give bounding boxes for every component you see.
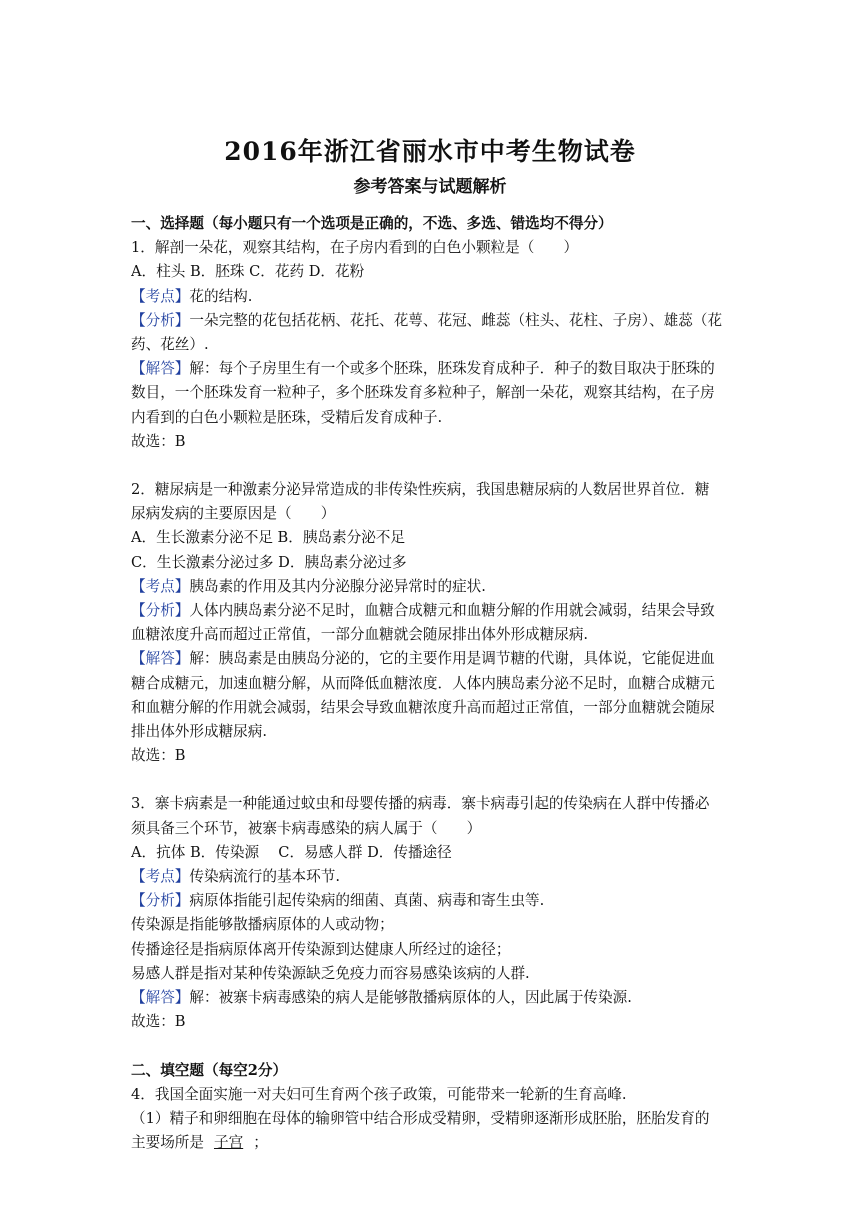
q1-fenxi [131,309,731,333]
q4-stem: 4．我国全面实施一对夫妇可生育两个孩子政策，可能带来一轮新的生育高峰. [131,1085,627,1103]
spacer [131,1035,731,1059]
q2-kaodian [131,575,731,599]
q1-jieda-text-2: 数目，一个胚珠发育一粒种子，多个胚珠发育多粒种子，解剖一朵花，观察其结构，在子房 [131,384,715,402]
q1-jieda-text-3: 内看到的白色小颗粒是胚珠，受精后发育成种子. [131,408,443,426]
document-body [131,212,731,1155]
q3-kaodian [131,865,731,889]
q3-fenxi-text-4: 易感人群是指对某种传染源缺乏免疫力而容易感染该病的人群. [131,964,530,982]
q2-stem-2: 尿病发病的主要原因是（ ） [131,505,336,523]
fenxi-tag: 【分析】 [131,602,190,620]
spacer [131,454,731,478]
page-title: 2016年浙江省丽水市中考生物试卷 [224,137,636,166]
q4-sub1-line-1: （1）精子和卵细胞在母体的输卵管中结合形成受精卵，受精卵逐渐形成胚胎，胚胎发育的 [131,1109,710,1127]
q3-stem-1: 3．寨卡病素是一种能通过蚊虫和母婴传播的病毒．寨卡病毒引起的传染病在人群中传播必 [131,795,710,813]
q3-fenxi [131,889,731,913]
q1-fenxi-text-1: 一朵完整的花包括花柄、花托、花萼、花冠、雌蕊（柱头、花柱、子房）、雄蕊（花 [189,311,723,329]
q4-sub1-suffix: ； [253,1134,268,1152]
q2-kaodian-text: 胰岛素的作用及其内分泌腺分泌异常时的症状. [189,577,486,595]
q2-fenxi-text-2: 血糖浓度升高而超过正常值，一部分血糖就会随尿排出体外形成糖尿病. [131,626,589,644]
q2-jieda-text-1: 解：胰岛素是由胰岛分泌的，它的主要作用是调节糖的代谢，具体说，它能促进血 [189,650,715,668]
page-subtitle: 参考答案与试题解析 [353,177,507,197]
q3-options: A．抗体 B．传染源 C．易感人群 D．传播途径 [131,843,452,861]
q1-fenxi-text-2: 药、花丝）. [131,336,209,354]
q2-jieda-text-3: 和血糖分解的作用就会减弱，结果会导致血糖浓度升高而超过正常值，一部分血糖就会随尿 [131,698,715,716]
q2-fenxi [131,599,731,623]
q1-answer: 故选：B [131,432,186,450]
jieda-tag: 【解答】 [131,650,190,668]
q2-fenxi-text-1: 人体内胰岛素分泌不足时，血糖合成糖元和血糖分解的作用就会减弱，结果会导致 [189,602,715,620]
q3-jieda [131,986,731,1010]
q2-jieda-text-4: 排出体外形成糖尿病. [131,723,267,741]
q4-sub1-line-2 [131,1131,731,1155]
q3-answer: 故选：B [131,1013,186,1031]
q1-options: A．柱头 B．胚珠 C．花药 D．花粉 [131,263,365,281]
q3-jieda-text-1: 解：被寨卡病毒感染的病人是能够散播病原体的人，因此属于传染源. [189,989,632,1007]
section-heading-choice: 一、选择题（每小题只有一个选项是正确的，不选、多选、错选均不得分） [131,215,613,232]
q3-fenxi-text-3: 传播途径是指病原体离开传染源到达健康人所经过的途径； [131,940,511,958]
fenxi-tag: 【分析】 [131,311,190,329]
q2-options-1: A．生长激素分泌不足 B．胰岛素分泌不足 [131,529,405,547]
q2-stem-1: 2．糖尿病是一种激素分泌异常造成的非传染性疾病，我国患糖尿病的人数居世界首位．糖 [131,481,710,499]
q2-jieda-text-2: 糖合成糖元，加速血糖分解，从而降低血糖浓度．人体内胰岛素分泌不足时，血糖合成糖元 [131,674,715,692]
kaodian-tag: 【考点】 [131,868,190,886]
q4-sub1-prefix: 主要场所是 [131,1134,204,1152]
q3-fenxi-text-1: 病原体指能引起传染病的细菌、真菌、病毒和寄生虫等. [189,892,545,910]
q1-jieda [131,357,731,381]
q1-stem: 1．解剖一朵花，观察其结构，在子房内看到的白色小颗粒是（ ） [131,239,579,257]
q2-jieda [131,647,731,671]
q2-answer: 故选：B [131,747,186,765]
spacer [131,768,731,792]
kaodian-tag: 【考点】 [131,287,190,305]
fenxi-tag: 【分析】 [131,892,190,910]
q1-kaodian [131,285,731,309]
q1-jieda-text-1: 解：每个子房里生有一个或多个胚珠，胚珠发育成种子．种子的数目取决于胚珠的 [189,360,715,378]
q3-fenxi-text-2: 传染源是指能够散播病原体的人或动物； [131,916,394,934]
jieda-tag: 【解答】 [131,360,190,378]
q3-kaodian-text: 传染病流行的基本环节. [189,868,340,886]
q2-options-2: C．生长激素分泌过多 D．胰岛素分泌过多 [131,553,407,571]
jieda-tag: 【解答】 [131,989,190,1007]
kaodian-tag: 【考点】 [131,577,190,595]
q3-stem-2: 须具备三个环节，被寨卡病毒感染的病人属于（ ） [131,819,482,837]
q1-kaodian-text: 花的结构. [189,287,253,305]
section-heading-fill: 二、填空题（每空2分） [131,1061,288,1079]
q4-answer-blank: 子宫 [213,1134,244,1152]
